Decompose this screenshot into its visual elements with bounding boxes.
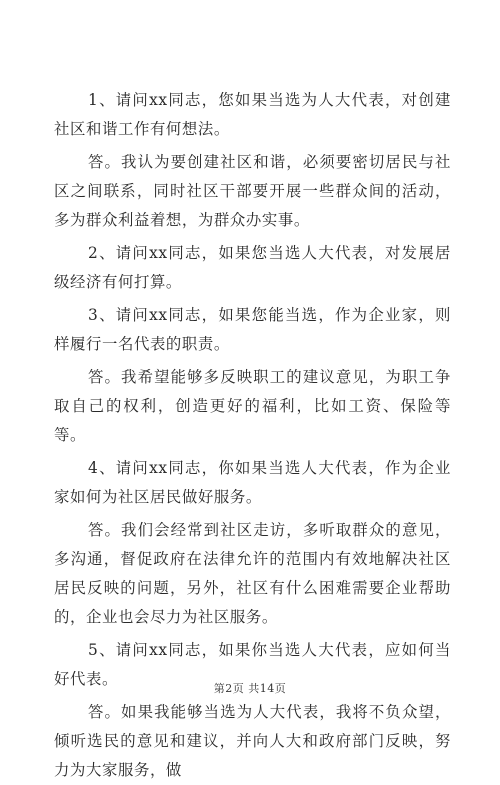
question-2: 2、请问xx同志，如果您当选人大代表，对发展居级经济有何打算。 bbox=[54, 244, 451, 291]
question-5: 5、请问xx同志，如果你当选人大代表，应如何当好代表。 bbox=[54, 641, 451, 688]
question-1: 1、请问xx同志，您如果当选为人大代表，对创建社区和谐工作有何想法。 bbox=[54, 91, 451, 138]
question-3: 3、请问xx同志，如果您能当选，作为企业家，则样履行一名代表的职责。 bbox=[54, 306, 451, 353]
answer-1: 答。我认为要创建社区和谐，必须要密切居民与社区之间联系，同时社区干部要开展一些群众间的活动，多为群众利益着想，为群众办实事。 bbox=[54, 153, 451, 229]
answer-3: 答。我希望能够多反映职工的建议意见，为职工争取自己的权利，创造更好的福利，比如工资、保险等等。 bbox=[54, 368, 451, 444]
answer-4: 答。我们会经常到社区走访，多听取群众的意见，多沟通，督促政府在法律允许的范围内有效地解决社区居民反映的问题，另外，社区有什么困难需要企业帮助的，企业也会尽力为社区服务。 bbox=[54, 521, 451, 626]
page-number-footer: 第2页 共14页 bbox=[213, 682, 287, 695]
question-4: 4、请问xx同志，你如果当选人大代表，作为企业家如何为社区居民做好服务。 bbox=[54, 459, 451, 506]
answer-5: 答。如果我能够当选为人大代表，我将不负众望，倾听选民的意见和建议，并向人大和政府部门反映，努力为大家服务，做 bbox=[54, 703, 451, 779]
